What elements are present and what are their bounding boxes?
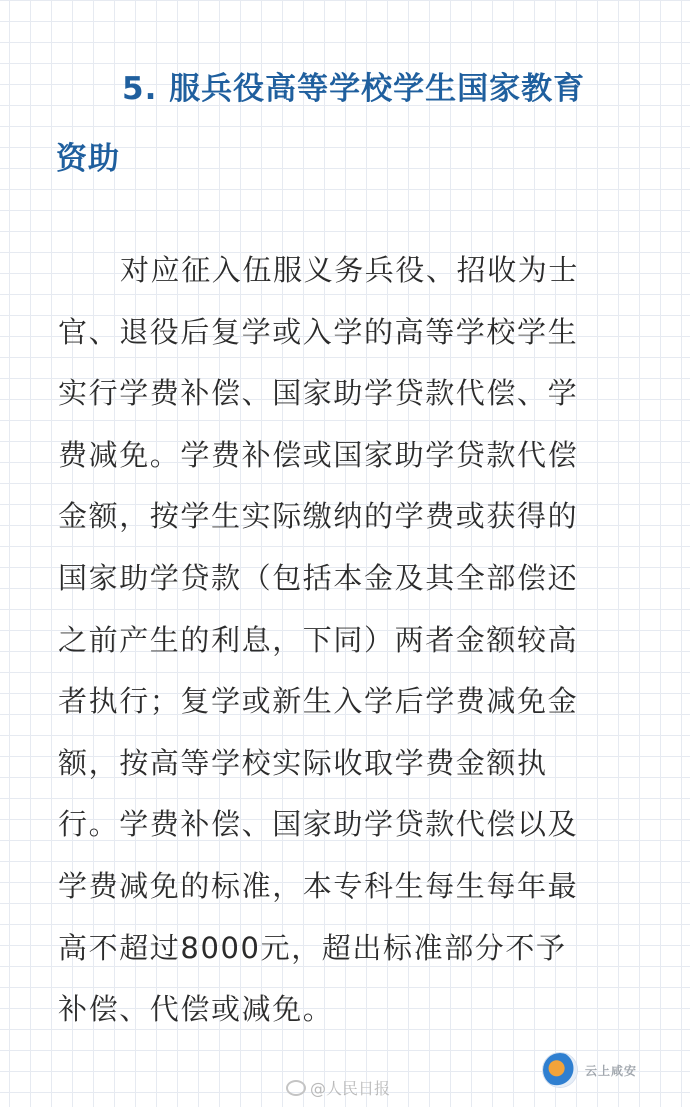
- paragraph-line: 行。学费补偿、国家助学贷款代偿以及: [58, 807, 579, 842]
- paragraph-line: 费减免。学费补偿或国家助学贷款代偿: [58, 437, 579, 472]
- logo-text: 云上咸安: [585, 1063, 638, 1078]
- paragraph-line: 实行学费补偿、国家助学贷款代偿、学: [58, 376, 579, 411]
- paragraph-line: 官、退役后复学或入学的高等学校学生: [58, 314, 579, 349]
- paragraph-line: 额，按高等学校实际收取学费金额执: [58, 745, 548, 780]
- heading-line-1: 5. 服兵役高等学校学生国家教育: [122, 71, 586, 107]
- heading-line-2: 资助: [56, 141, 120, 177]
- weibo-icon: [286, 1080, 306, 1096]
- app-logo: [543, 1053, 637, 1087]
- paragraph-line: 者执行；复学或新生入学后学费减免金: [58, 684, 579, 719]
- paragraph-line: 金额，按学生实际缴纳的学费或获得的: [58, 499, 579, 534]
- body-paragraph: [58, 240, 642, 1041]
- logo-icon: [543, 1053, 577, 1087]
- paragraph-line: 高不超过8000元，超出标准部分不予: [58, 930, 567, 965]
- paragraph-line: 学费减免的标准，本专科生每生每年最: [58, 868, 579, 903]
- watermark: [286, 1076, 390, 1099]
- paragraph-line: 国家助学贷款（包括本金及其全部偿还: [58, 560, 579, 595]
- paragraph-line: 补偿、代偿或减免。: [58, 992, 334, 1027]
- paragraph-line: 对应征入伍服义务兵役、招收为士: [120, 253, 580, 287]
- watermark-text: @人民日报: [310, 1079, 391, 1098]
- section-heading: [56, 54, 646, 194]
- paragraph-line: 之前产生的利息，下同）两者金额较高: [58, 622, 579, 657]
